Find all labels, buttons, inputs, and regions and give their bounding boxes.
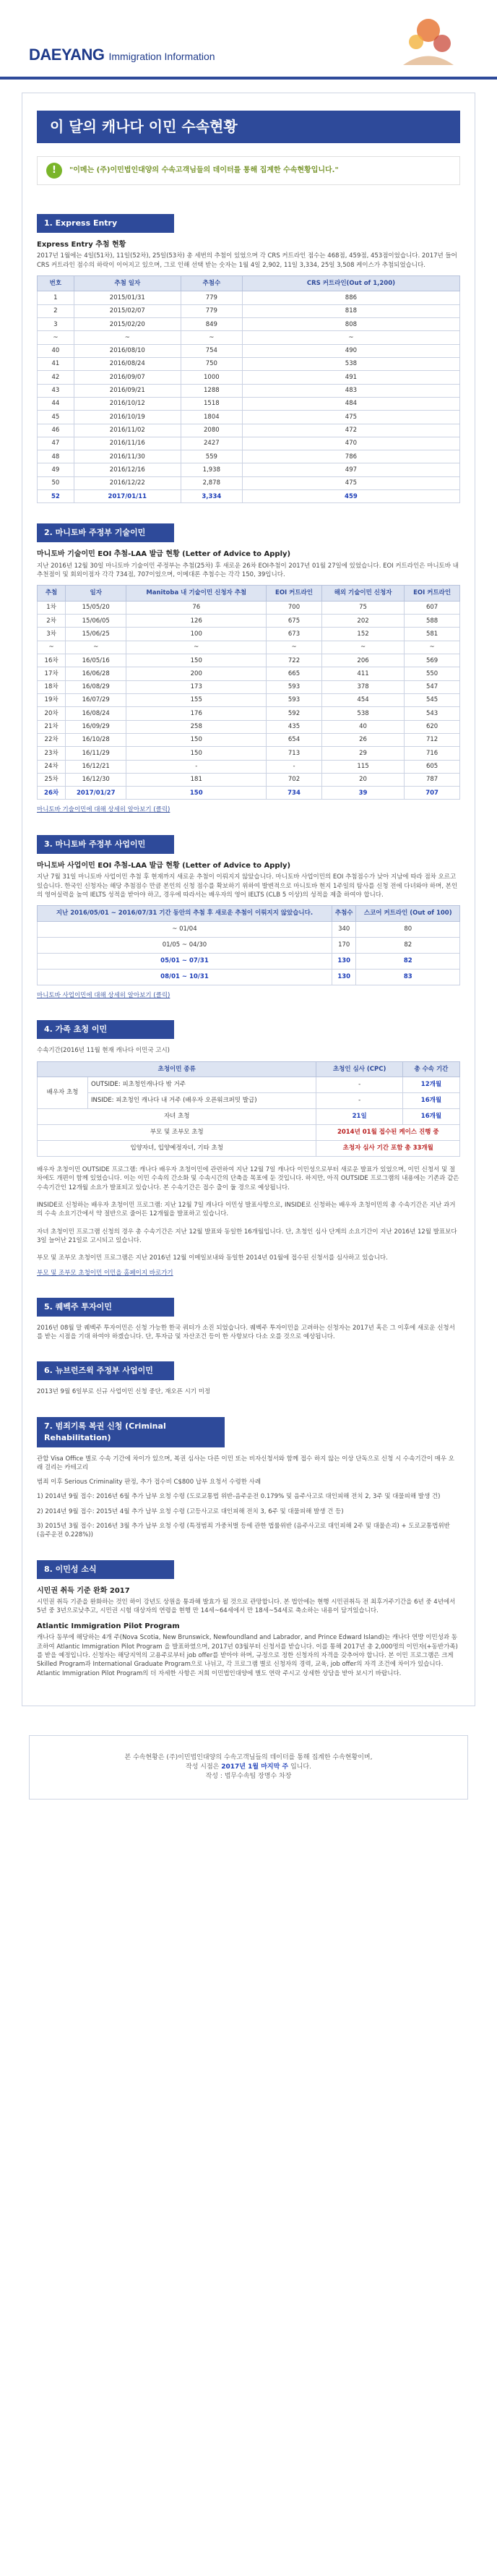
table-cell: 41 <box>38 357 74 370</box>
table-cell: 25차 <box>38 773 66 786</box>
table-cell: 484 <box>242 397 459 410</box>
section-body: 2) 2014년 9월 접수: 2015년 4월 추가 납부 요청 수령 (고등사고로 대인피해 전치 3, 6주 및 대물피해 발생 건 등) <box>37 1507 344 1515</box>
table-cell: 2017/01/27 <box>66 787 126 800</box>
table-cell: - <box>267 760 322 773</box>
table-cell: 80 <box>356 922 460 938</box>
section-head-immigration-news: 8. 이민성 소식 <box>37 1560 174 1579</box>
table-cell: 459 <box>242 490 459 503</box>
logo-sub: Immigration Information <box>108 51 215 62</box>
table-cell: 초청자 심사 기간 포함 총 33개월 <box>316 1141 460 1157</box>
section-body: 범죄 이후 Serious Criminality 판정, 추가 접수비 C$800 납부 요청서 수령한 사례 <box>37 1479 262 1486</box>
table-cell: 150 <box>126 733 267 746</box>
table-cell: 411 <box>321 667 404 680</box>
col-cpc: 초청인 심사 (CPC) <box>316 1061 402 1077</box>
table-cell: 475 <box>242 411 459 424</box>
table-cell: 44 <box>38 397 74 410</box>
section-head-manitoba-skilled: 2. 마니토바 주정부 기술이민 <box>37 523 174 542</box>
table-cell: 808 <box>242 318 459 331</box>
table-cell: 83 <box>356 970 460 985</box>
table-cell: 17차 <box>38 667 66 680</box>
table-cell: 1차 <box>38 601 66 614</box>
logo-main: DAEYANG <box>29 46 105 64</box>
column-header: 추첨수 <box>332 906 356 922</box>
table-cell: 23차 <box>38 747 66 760</box>
table-cell: - <box>126 760 267 773</box>
footer-line: 본 수속현황은 (주)이민법인대양의 수속고객님들의 데이터를 통해 집계한 수속현황이며, <box>124 1753 373 1761</box>
column-header: 스코어 커트라인 (Out of 100) <box>356 906 460 922</box>
table-row <box>38 490 460 503</box>
table-cell: 2427 <box>181 437 242 450</box>
table-cell: 45 <box>38 411 74 424</box>
table-cell: 787 <box>405 773 460 786</box>
table-cell: 01/05 ~ 04/30 <box>38 938 332 954</box>
table-cell: 340 <box>332 922 356 938</box>
table-cell: 2016/10/19 <box>74 411 181 424</box>
table-cell: 2014년 01월 접수된 케이스 진행 중 <box>316 1125 460 1141</box>
table-cell: 722 <box>267 654 322 667</box>
table-cell: 15/05/20 <box>66 601 126 614</box>
table-cell: 654 <box>267 733 322 746</box>
table-row <box>38 1077 460 1093</box>
table-row <box>38 344 460 357</box>
table-cell: 52 <box>38 490 74 503</box>
table-cell: 15/06/25 <box>66 628 126 641</box>
table-cell: ~ <box>181 331 242 344</box>
table-cell: 716 <box>405 747 460 760</box>
table-cell: 40 <box>321 720 404 733</box>
manitoba-skilled-table <box>37 585 460 800</box>
table-row <box>38 615 460 628</box>
table-row <box>38 707 460 720</box>
section-head-manitoba-business: 3. 마니토바 주정부 사업이민 <box>37 835 174 854</box>
table-row <box>38 654 460 667</box>
paragraph: INSIDE로 신청하는 배우자 초청이민 프로그램: 지난 12월 7일 캐나다 이민성 발표사항으로, INSIDE로 신청하는 배우자 초청이민의 총 수속기간은 지난 과거의 수속 소요기간에서 약 절반으로 줄어든 12개월을 발표하고 있습니다. <box>37 1201 456 1218</box>
table-cell: 545 <box>405 693 460 706</box>
table-cell: 21차 <box>38 720 66 733</box>
table-row <box>38 760 460 773</box>
table-row <box>38 787 460 800</box>
paragraph: 자녀 초청이민 프로그램 신청의 경우 총 수속기간은 지난 12월 발표와 동일한 16개월입니다. 단, 초청인 심사 단계의 소요기간이 지난 2016년 12월 발표보다 3일 늘어난 21일로 고시되고 있습니다. <box>37 1228 457 1244</box>
table-row <box>38 476 460 489</box>
notice-text: "이메는 (주)이민법인대양의 수속고객님들의 데이터를 통해 집계한 수속현황입니다." <box>69 166 339 174</box>
table-cell: 547 <box>405 680 460 693</box>
table-cell: 543 <box>405 707 460 720</box>
column-header: Manitoba 내 기술이민 신청자 추첨 <box>126 586 267 601</box>
table-cell: 1804 <box>181 411 242 424</box>
table-cell: 538 <box>321 707 404 720</box>
table-cell: 16/12/21 <box>66 760 126 773</box>
table-cell: 734 <box>267 787 322 800</box>
table-cell: 675 <box>267 615 322 628</box>
table-cell: 3차 <box>38 628 66 641</box>
table-cell: 2016/11/02 <box>74 424 181 437</box>
table-cell: 16/10/28 <box>66 733 126 746</box>
table-row <box>38 384 460 397</box>
table-cell: 12개월 <box>402 1077 459 1093</box>
table-cell: 2016/08/10 <box>74 344 181 357</box>
table-row <box>38 291 460 304</box>
table-row <box>38 1109 460 1125</box>
table-row <box>38 954 460 970</box>
section-title: 마니토바 기술이민 EOI 추첨-LAA 발급 현황 (Letter of Advice to Apply) <box>37 550 291 559</box>
table-cell: 754 <box>181 344 242 357</box>
table-cell: 181 <box>126 773 267 786</box>
header-illustration-icon <box>389 14 468 72</box>
content-frame <box>22 93 475 1706</box>
table-row <box>38 357 460 370</box>
table-cell: 42 <box>38 371 74 384</box>
table-cell: 1518 <box>181 397 242 410</box>
table-cell: 170 <box>332 938 356 954</box>
table-cell: 202 <box>321 615 404 628</box>
table-row <box>38 938 460 954</box>
table-cell: - <box>316 1093 402 1109</box>
table-cell: 593 <box>267 693 322 706</box>
table-cell: 16/08/29 <box>66 680 126 693</box>
table-cell: 130 <box>332 970 356 985</box>
table-cell: 1,938 <box>181 463 242 476</box>
table-cell: 483 <box>242 384 459 397</box>
section-body: 1) 2014년 9월 접수: 2016년 6월 추가 납부 요청 수령 (도로교통법 위반-음주운전 0.179% 및 음주사고로 대인피해 전치 2, 3주 및 대물피해 발생 건) <box>37 1493 441 1501</box>
table-row <box>38 318 460 331</box>
table-cell: 1 <box>38 291 74 304</box>
table-cell: 29 <box>321 747 404 760</box>
table-cell: 49 <box>38 463 74 476</box>
table-cell: 21일 <box>316 1109 402 1125</box>
table-cell: 592 <box>267 707 322 720</box>
table-cell: 779 <box>181 304 242 317</box>
column-header: 번호 <box>38 276 74 291</box>
section-body: 3) 2015년 3월 접수: 2016년 3월 추가 납부 요청 수령 (특정범죄 가중처벌 등에 관한 법률위반 (음주사고로 대인피해 2주 및 대물손괴) + 도로교통법위반 (음주운전 0.228%)) <box>37 1523 450 1539</box>
table-cell: - <box>316 1077 402 1093</box>
table-cell: 497 <box>242 463 459 476</box>
table-cell: 39 <box>321 787 404 800</box>
table-row <box>38 628 460 641</box>
column-header: CRS 커트라인(Out of 1,200) <box>242 276 459 291</box>
paragraph: 부모 및 조부모 초청이민 프로그램은 지난 2016년 12월 이메일보내와 동일한 2014년 01월에 접수된 신청서를 심사하고 있습니다. <box>37 1254 388 1262</box>
section-body: 2013년 9월 6일부로 신규 사업이민 신청 중단, 재오픈 시기 미정 <box>37 1388 211 1396</box>
table-cell: 581 <box>405 628 460 641</box>
table-cell: 3 <box>38 318 74 331</box>
table-row <box>38 450 460 463</box>
table-cell: 16차 <box>38 654 66 667</box>
table-cell: 435 <box>267 720 322 733</box>
table-row <box>38 773 460 786</box>
section-body: 관할 Visa Office 별로 수속 기간에 차이가 있으며, 복권 심사는 다른 이민 또는 비자신청서와 함께 접수 하지 않는 이상 단독으로 신청 시 수속기간이 매우 오래 걸리는 카테고리 <box>37 1455 455 1471</box>
table-cell: ~ <box>405 641 460 654</box>
table-cell: 491 <box>242 371 459 384</box>
table-cell: 886 <box>242 291 459 304</box>
table-cell: 16/06/28 <box>66 667 126 680</box>
section-head-express-entry: 1. Express Entry <box>37 214 174 233</box>
table-row <box>38 733 460 746</box>
footer-text: 입니다. <box>290 1763 311 1771</box>
column-header: 지난 2016/05/01 ~ 2016/07/31 기간 동안의 추첨 후 새로운 추첨이 이뤄지지 않았습니다. <box>38 906 332 922</box>
table-cell: ~ <box>267 641 322 654</box>
table-cell: 150 <box>126 654 267 667</box>
table-row <box>38 437 460 450</box>
table-cell: 2차 <box>38 615 66 628</box>
table-cell: 607 <box>405 601 460 614</box>
table-cell: 700 <box>267 601 322 614</box>
footer-date: 2017년 1월 마지막 주 <box>221 1763 289 1771</box>
column-header: 추첨 일자 <box>74 276 181 291</box>
table-row <box>38 667 460 680</box>
table-cell: 2016/11/30 <box>74 450 181 463</box>
table-row <box>38 463 460 476</box>
footer-line <box>47 1763 450 1772</box>
table-cell: 19차 <box>38 693 66 706</box>
table-cell: 126 <box>126 615 267 628</box>
table-cell: 849 <box>181 318 242 331</box>
table-cell: 15/06/05 <box>66 615 126 628</box>
table-cell: 20차 <box>38 707 66 720</box>
column-header: 해외 기술이민 신청자 <box>321 586 404 601</box>
table-cell: 786 <box>242 450 459 463</box>
table-row <box>38 304 460 317</box>
table-cell: 50 <box>38 476 74 489</box>
section-head-family-sponsorship: 4. 가족 초청 이민 <box>37 1020 174 1039</box>
table-cell: 569 <box>405 654 460 667</box>
table-row <box>38 424 460 437</box>
table-cell: 43 <box>38 384 74 397</box>
table-row <box>38 411 460 424</box>
table-cell: 입양자녀, 입양예정자녀, 기타 초청 <box>38 1141 316 1157</box>
paragraph: 배우자 초청이민 OUTSIDE 프로그램: 캐나다 배우자 초청이민에 관련하여 지난 12월 7일 캐나다 이민성으로부터 새로운 발표가 있었으며, 이민 신청서 및 절차에도 개편이 함께 있었습니다. 이는 이민 수속의 간소화 및 수속시간의 단축을 목표에 둔 것입니다. 하지만, 아직 OUTSIDE 프로그램의 내용에는 기존과 같은 수속기간인 12개월 소요가 발표되고 있습니다. 본 수속기간은 접수 출이 둘 경으로 예상됩니다. <box>37 1166 459 1191</box>
table-cell: 2016/12/22 <box>74 476 181 489</box>
table-cell: 40 <box>38 344 74 357</box>
table-cell: 150 <box>126 787 267 800</box>
column-header: 일자 <box>66 586 126 601</box>
table-cell: ~ <box>66 641 126 654</box>
table-row <box>38 693 460 706</box>
table-cell: 750 <box>181 357 242 370</box>
table-cell: 16/08/24 <box>66 707 126 720</box>
table-cell: 16개월 <box>402 1093 459 1109</box>
table-cell: 620 <box>405 720 460 733</box>
news-body: 캐나다 동부에 해당하는 4개 주(Nova Scotia, New Brunswick, Newfoundland and Labrador, and Prince Edward Island)는 캐나다 연방 이민성과 동조하여 Atlantic Immigration Pilot Program 을 발표하였으며, 2017년 03월부터 신청서를 받습니다. 이를 통해 2017년 총 2,000명의 이민자(+동반가족)를 받을 예정입니다. 신청자는 해당지역의 고용주로부터 job offer를 받아야 하며, 규정으로 정한 신청자의 자격을 갖추어야 합니다. 본 이민 프로그램은 크게 Skilled Program과 International Graduate Program으로 나뉘고, 각 프로그램 별로 신청자의 경력, 교육, job offer의 자격 조건에 차이가 있습니다. Atlantic Immigration Pilot Program의 더 자세한 사항은 저희 이민법인대양에 별도 연락 주시고 상세한 상담을 받아 보시기 바랍니다. <box>37 1634 458 1677</box>
table-row <box>38 601 460 614</box>
table-cell: 2080 <box>181 424 242 437</box>
table-cell: 2015/02/07 <box>74 304 181 317</box>
table-cell: 707 <box>405 787 460 800</box>
table-cell: 2015/02/20 <box>74 318 181 331</box>
table-cell: 48 <box>38 450 74 463</box>
section-body: 2016년 08월 말 퀘벡주 투자이민은 신청 가능한 한국 쿼터가 소진 되었습니다. 퀘벡주 투자이민을 고려하는 신청자는 2017년 혹은 그 이후에 새로운 신청서를 받는 시점을 기대 하여야 하겠습니다. 단, 투자금 및 자산조건 등이 한 사항보다 다소 오를 것으로 예상됩니다. <box>37 1324 455 1341</box>
section-head-quebec-investor: 5. 퀘벡주 투자이민 <box>37 1298 174 1317</box>
table-cell: 08/01 ~ 10/31 <box>38 970 332 985</box>
table-cell: 100 <box>126 628 267 641</box>
col-type: 초청이민 종류 <box>38 1061 316 1077</box>
page-title: 이 달의 캐나다 이민 수속현황 <box>37 111 460 143</box>
table-row <box>38 641 460 654</box>
section-title: Express Entry 추첨 현황 <box>37 240 126 249</box>
table-row <box>38 970 460 985</box>
table-cell: ~ <box>126 641 267 654</box>
section-body: 지난 7월 31일 마니토바 사업이민 추첨 후 현재까지 새로운 추첨이 이뤄지지 않았습니다. 마니토바 사업이민의 EOI 추첨점수가 낮아 지남에 따라 점차 오르고 있습니다. 한국인 신청자는 해당 추첨점수 만큼 본인의 신청 점수를 확보하기 위하여 발변적으로 마니토바 현지 1주일의 탐사를 신청 전에 다녀와야 하며, 본인의 영어실력을 높여 IELTS 성적을 받아야 하고, 경우에 따라서는 배우자의 영어 IELTS (CLB 5 이상)의 성적을 제출 하여야 합니다. <box>37 873 458 899</box>
table-cell: 18차 <box>38 680 66 693</box>
table-row <box>38 371 460 384</box>
family-sponsorship-link[interactable]: 부모 및 조부모 초청이민 이민을 홈페이지 바로가기 <box>37 1269 173 1277</box>
table-cell: 82 <box>356 938 460 954</box>
section-head-new-brunswick: 6. 뉴브런즈윅 주정부 사업이민 <box>37 1361 174 1380</box>
table-cell: 150 <box>126 747 267 760</box>
table-cell: 2 <box>38 304 74 317</box>
table-cell: 472 <box>242 424 459 437</box>
table-cell: 490 <box>242 344 459 357</box>
table-cell: 779 <box>181 291 242 304</box>
exclamation-icon: ! <box>46 163 62 179</box>
table-cell: 173 <box>126 680 267 693</box>
column-header: EOI 커트라인 <box>405 586 460 601</box>
table-cell: 16/07/29 <box>66 693 126 706</box>
table-cell: 475 <box>242 476 459 489</box>
table-cell: 673 <box>267 628 322 641</box>
section-body: 2017년 1월에는 4일(51차), 11일(52차), 25일(53차) 총 세번의 추첨이 있었으며 각 CRS 커트라인 점수는 468점, 459점, 453점이었습니다. 2017년 들어 CRS 커트라인 점수의 하락이 이어지고 있으며, 그로 인해 선택 받는 숫자는 1월 4일 2,902, 11일 3,334, 25일 3,508 케이스가 추첨되었습니다. <box>37 252 457 269</box>
table-cell: 1288 <box>181 384 242 397</box>
table-cell: 2016/09/07 <box>74 371 181 384</box>
table-cell: 588 <box>405 615 460 628</box>
table-cell: 713 <box>267 747 322 760</box>
table-cell: 16/11/29 <box>66 747 126 760</box>
table-row <box>38 331 460 344</box>
table-cell: 818 <box>242 304 459 317</box>
column-header: EOI 커트라인 <box>267 586 322 601</box>
table-cell: 200 <box>126 667 267 680</box>
table-cell: 76 <box>126 601 267 614</box>
table-cell: 2016/12/16 <box>74 463 181 476</box>
section-body: 지난 2016년 12월 30일 마니토바 기술이민 주정부는 추첨(25차) 후 새로운 26차 EOI추첨이 2017년 01월 27일에 있었습니다. EOI 커트라인은 마니토바 내추천점이 및 회외이점자 각각 734점, 707이었으며, 이메대론 추첨수는 각각 150, 39입니다. <box>37 562 459 579</box>
table-cell: 538 <box>242 357 459 370</box>
footer-note <box>29 1735 468 1800</box>
section-title: 마니토바 사업이민 EOI 추첨-LAA 발급 현황 (Letter of Advice to Apply) <box>37 861 291 870</box>
table-cell: 05/01 ~ 07/31 <box>38 954 332 970</box>
table-cell: 부모 및 조부모 초청 <box>38 1125 316 1141</box>
table-cell: 2016/10/12 <box>74 397 181 410</box>
table-cell: ~ 01/04 <box>38 922 332 938</box>
table-cell: 258 <box>126 720 267 733</box>
footer-text: 작성 시점은 <box>186 1763 220 1771</box>
table-cell: ~ <box>74 331 181 344</box>
news-title: 시민권 취득 기준 완화 2017 <box>37 1586 130 1595</box>
footer-author: 작성 : 법무수속팀 장명수 차장 <box>205 1772 292 1780</box>
column-header: 추첨 <box>38 586 66 601</box>
table-cell: ~ <box>242 331 459 344</box>
table-cell: 152 <box>321 628 404 641</box>
table-row <box>38 680 460 693</box>
table-cell: 2017/01/11 <box>74 490 181 503</box>
column-header: 추첨수 <box>181 276 242 291</box>
news-title: Atlantic Immigration Pilot Program <box>37 1622 180 1630</box>
family-sponsorship-table <box>37 1061 460 1157</box>
table-cell: ~ <box>321 641 404 654</box>
section-subtitle: 수속기간(2016년 11월 현재 캐나다 이민국 고시) <box>37 1047 170 1055</box>
table-cell: 559 <box>181 450 242 463</box>
table-cell: 26차 <box>38 787 66 800</box>
table-cell: ~ <box>38 331 74 344</box>
table-cell: 3,334 <box>181 490 242 503</box>
table-cell: 2016/08/24 <box>74 357 181 370</box>
header <box>0 0 497 80</box>
table-cell: 46 <box>38 424 74 437</box>
table-cell: 1000 <box>181 371 242 384</box>
table-cell: 26 <box>321 733 404 746</box>
table-cell: 593 <box>267 680 322 693</box>
table-row <box>38 747 460 760</box>
table-row <box>38 397 460 410</box>
table-cell: 665 <box>267 667 322 680</box>
table-cell: 2016/09/21 <box>74 384 181 397</box>
table-cell: OUTSIDE: 피초청인캐나다 밖 거주 <box>88 1077 316 1093</box>
table-cell: 550 <box>405 667 460 680</box>
table-row <box>38 1125 460 1141</box>
table-cell: 2015/01/31 <box>74 291 181 304</box>
table-row <box>38 922 460 938</box>
table-cell: 배우자 초청 <box>38 1077 88 1109</box>
col-total: 총 수속 기간 <box>402 1061 459 1077</box>
table-cell: 20 <box>321 773 404 786</box>
table-cell: 16/09/29 <box>66 720 126 733</box>
table-cell: 47 <box>38 437 74 450</box>
table-cell: 2,878 <box>181 476 242 489</box>
table-cell: 130 <box>332 954 356 970</box>
table-cell: 206 <box>321 654 404 667</box>
table-row <box>38 720 460 733</box>
express-entry-table <box>37 275 460 503</box>
section-head-criminal-rehab: 7. 범죄기록 복권 신청 (Criminal Rehabilitation) <box>37 1417 225 1447</box>
manitoba-business-link[interactable]: 마니토바 사업이민에 대해 상세히 알아보기 (클릭) <box>37 992 170 1000</box>
table-cell: 605 <box>405 760 460 773</box>
table-row <box>38 1141 460 1157</box>
table-cell: 16개월 <box>402 1109 459 1125</box>
table-cell: 702 <box>267 773 322 786</box>
table-cell: 454 <box>321 693 404 706</box>
table-cell: 16/12/30 <box>66 773 126 786</box>
table-cell: 24차 <box>38 760 66 773</box>
table-row <box>38 1093 460 1109</box>
table-cell: INSIDE: 피초청인 캐나다 내 거주 (배우자 오픈워크퍼밋 발급) <box>88 1093 316 1109</box>
table-cell: 22차 <box>38 733 66 746</box>
table-cell: 16/05/16 <box>66 654 126 667</box>
manitoba-skilled-link[interactable]: 마니토바 기술이민에 대해 상세히 알아보기 (클릭) <box>37 806 170 814</box>
table-cell: 2016/11/16 <box>74 437 181 450</box>
table-cell: 155 <box>126 693 267 706</box>
notice-box <box>37 156 460 185</box>
table-cell: ~ <box>38 641 66 654</box>
table-cell: 712 <box>405 733 460 746</box>
table-cell: 378 <box>321 680 404 693</box>
table-cell: 176 <box>126 707 267 720</box>
table-cell: 자녀 초청 <box>38 1109 316 1125</box>
table-cell: 82 <box>356 954 460 970</box>
table-cell: 470 <box>242 437 459 450</box>
table-cell: 115 <box>321 760 404 773</box>
news-body: 시민권 취득 기준을 완화하는 것인 하이 강년도 상원을 통과해 발효가 될 것으로 관망합니다. 본 법안에는 현행 시민권취득 전 최후거주기간을 6년 중 4년에서 5년 중 3년으로낮추고, 시민권 시험 대상자의 연령을 현행 만 14세~64세에서 만 18세~54세로 축소하는 내용이 담겨있습니다. <box>37 1599 456 1615</box>
manitoba-business-table <box>37 905 460 985</box>
table-cell: 75 <box>321 601 404 614</box>
